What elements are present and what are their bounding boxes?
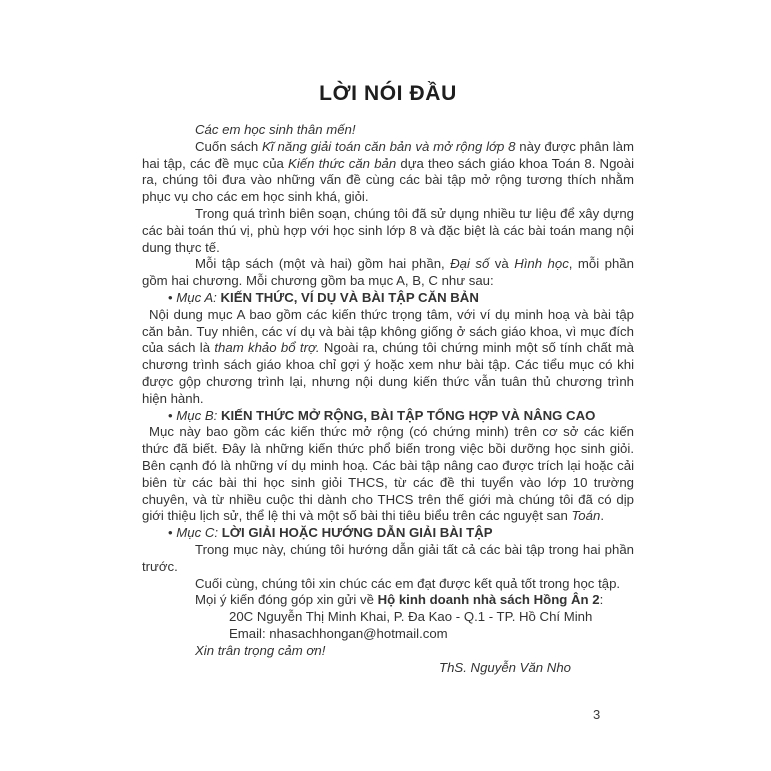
text-run: Email: nhasachhongan@hotmail.com — [229, 625, 448, 641]
text-run: Cuốn sách — [195, 138, 263, 154]
text-run: Toán — [571, 508, 601, 524]
email-line — [142, 626, 634, 643]
paragraph-sources — [142, 206, 634, 256]
section-b-heading — [142, 408, 634, 425]
paragraph-wishes — [142, 576, 634, 593]
text-run: Mục C: — [176, 525, 219, 541]
text-run: Nội dung mục A bao gồm các kiến thức trọng tâm, với ví dụ minh hoạ và bài tập căn bản. Tuy nhiên, các ví dụ và bài tập không giống ở sách giáo khoa, vì mục đích của sách là — [142, 306, 634, 356]
text-run: dựa theo sách giáo khoa Toán 8. Ngoài ra, chúng tôi đưa vào những vấn đề cùng các bài tập mở rộng tương thích nhằm phục vụ cho các em học sinh khá, giỏi. — [142, 155, 634, 205]
page-title: LỜI NÓI ĐẦU — [319, 82, 457, 105]
paragraph-feedback — [142, 592, 634, 609]
text-run: Mọi ý kiến đóng góp xin gửi về — [195, 592, 378, 608]
text-run: Hình học — [514, 256, 569, 272]
text-run: và — [489, 256, 515, 272]
section-c-description — [142, 542, 634, 576]
text-run: Ngoài ra, chúng tôi chứng minh một số tính chất mà chương trình sách giáo khoa chỉ gợi ý hoặc xem như bài tập. Các tiểu mục có khi được gộp chương trình lại, nhưng nội dung kiến thức vẫn tuân thủ chương trình hiện hành. — [142, 340, 635, 406]
text-run: Cuối cùng, chúng tôi xin chúc các em đạt được kết quả tốt trong học tập. — [195, 575, 621, 591]
foreword-content — [142, 122, 634, 676]
text-run: Mục này bao gồm các kiến thức mở rộng (có chứng minh) trên cơ sở các kiến thức đã biết. Đây là những kiến thức phổ biến trong việc bồi dưỡng học sinh giỏi. Bên cạnh đó là những ví dụ minh hoạ. Các bài tập nâng cao được trích lại hoặc cải biên từ các bài thi học sinh giỏi THCS, từ các đề thi tuyển vào lớp 10 trường chuyên, và từ nhiều cuộc thi dành cho THCS trên thế giới mà chúng tôi đã có dịp giới thiệu lịch sử, thể lệ thi và một số bài thi tiêu biểu trên các nguyệt san — [142, 424, 634, 524]
text-run: KIẾN THỨC, VÍ DỤ VÀ BÀI TẬP CĂN BẢN — [216, 289, 479, 305]
text-run: Đại số — [450, 256, 490, 272]
page-number: 3 — [593, 707, 601, 722]
bullet-icon: • — [168, 407, 177, 423]
section-b-description — [142, 424, 634, 525]
bullet-icon: • — [168, 525, 177, 541]
text-run: Mục A: — [176, 289, 217, 305]
paragraph-structure — [142, 256, 634, 290]
text-run: : — [599, 592, 604, 608]
text-run: Trong quá trình biên soạn, chúng tôi đã sử dụng nhiều tư liệu để xây dựng các bài toán thú vị, phù hợp với học sinh lớp 8 và đặc biệt là các bài toán mang nội dung thực tế. — [142, 205, 634, 255]
text-run: , mỗi phần gồm hai chương. Mỗi chương gồm ba mục A, B, C như sau: — [142, 256, 634, 289]
text-run: Trong mục này, chúng tôi hướng dẫn giải tất cả các bài tập trong hai phần trước. — [142, 541, 634, 574]
text-run: . — [600, 508, 604, 524]
salutation-line — [142, 122, 634, 139]
text-run: này được phân làm hai tập, các đề mục của — [142, 138, 634, 171]
text-run: ThS. Nguyễn Văn Nho — [439, 659, 571, 675]
section-c-heading — [142, 525, 634, 542]
text-run: Xin trân trọng cảm ơn! — [195, 642, 326, 658]
section-a-description — [142, 307, 634, 408]
text-run: Kiến thức căn bản — [288, 155, 397, 171]
text-run: KIẾN THỨC MỞ RỘNG, BÀI TẬP TỔNG HỢP VÀ NÂNG CAO — [217, 407, 596, 423]
text-run: Mỗi tập sách (một và hai) gồm hai phần, — [195, 256, 451, 272]
address-line — [142, 609, 634, 626]
text-run: Kĩ năng giải toán căn bản và mở rộng lớp 8 — [262, 138, 516, 154]
text-run: Các em học sinh thân mến! — [195, 122, 356, 137]
text-run: tham khảo bổ trợ. — [214, 340, 320, 356]
author-signature — [142, 660, 634, 677]
text-run: 20C Nguyễn Thị Minh Khai, P. Đa Kao - Q.1 - TP. Hồ Chí Minh — [229, 609, 593, 625]
text-run: Mục B: — [176, 407, 218, 423]
text-run: LỜI GIẢI HOẶC HƯỚNG DẪN GIẢI BÀI TẬP — [218, 525, 493, 541]
text-run: Hộ kinh doanh nhà sách Hồng Ân 2 — [377, 592, 600, 608]
bullet-icon: • — [168, 289, 177, 305]
section-a-heading — [142, 290, 634, 307]
paragraph-intro — [142, 139, 634, 206]
thanks-line — [142, 643, 634, 660]
